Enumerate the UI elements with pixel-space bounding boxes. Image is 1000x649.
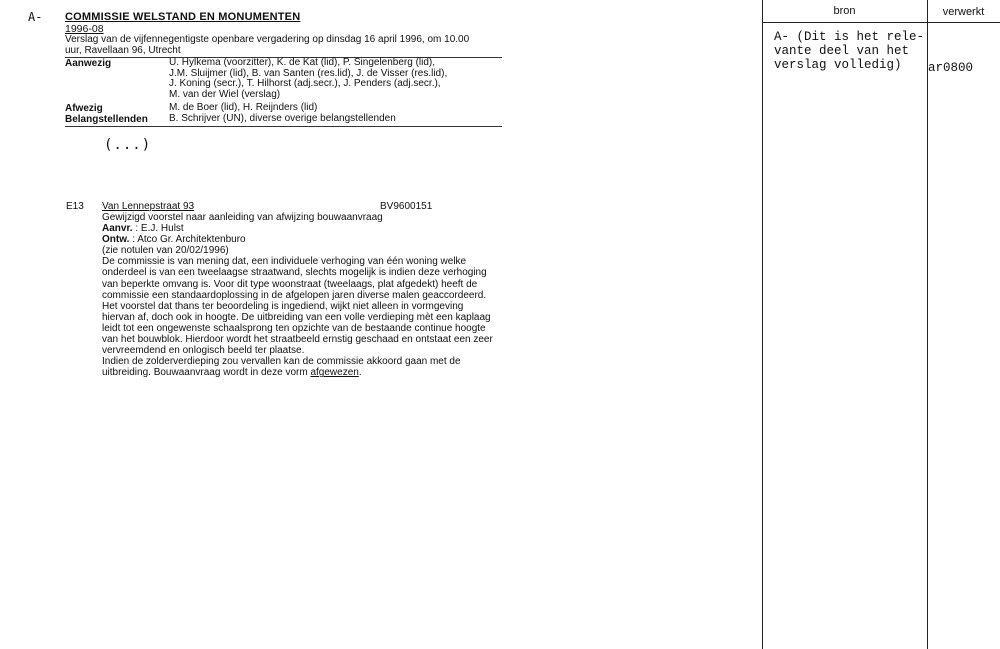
body-last-line [102,367,512,378]
applicant-label: Aanvr. [102,223,133,235]
present-list [169,58,447,100]
body-line: onderdeel is van een tweelaagse straatwand, slechts mogelijk is indien deze verhoging [102,267,487,279]
item-note: (zie notulen van 20/02/1996) [102,245,229,257]
body-line: Indien de zolderverdieping zou vervallen kan de commissie akkoord gaan met de [102,356,461,368]
column-border-left [762,0,763,649]
item-subject: Gewijzigd voorstel naar aanleiding van afwijzing bouwaanvraag [102,212,383,223]
body-line: van beperkte omvang is. Voor dit type woonstraat (tweelaags, plat afgedekt) heeft de [102,278,478,290]
source-note-line: verslag volledig) [774,58,902,73]
column-header-bron: bron [833,5,856,17]
header-rule [762,22,1000,23]
stakeholders-label: Belangstellenden [65,114,148,125]
item-designer [102,234,512,245]
source-note [774,30,924,73]
present-line: J.M. Sluijmer (lid), B. van Santen (res.lid), J. de Visser (res.lid), [169,67,448,79]
document-marker: A- [28,10,43,24]
item-body [102,212,512,378]
document-title: COMMISSIE WELSTAND EN MONUMENTEN [65,11,301,23]
absent-label: Afwezig [65,103,103,114]
verdict: afgewezen [310,367,359,379]
present-line: U. Hylkema (voorzitter), K. de Kat (lid), P. Singelenberg (lid), [169,57,436,68]
designer-value: : Atco Gr. Architektenburo [132,234,246,246]
report-line: Verslag van de vijfennegentigste openbare vergadering op dinsdag 16 april 1996, om 10.00 [65,34,470,45]
report-description [65,34,505,56]
divider [65,126,502,127]
body-line: vervreemdend en onlogisch beeld ter plaatse. [102,345,305,357]
report-line: uur, Ravellaan 96, Utrecht [65,45,181,56]
body-line: Het voorstel dat thans ter beoordeling is ingediend, wijkt niet alleen in vormgeving [102,300,464,312]
processed-code: ar0800 [928,61,974,75]
applicant-value: : E.J. Hulst [135,223,184,235]
present-line: J. Koning (secr.), T. Hilhorst (adj.secr.), J. Penders (adj.secr.), [169,78,441,90]
last-line-text: uitbreiding. Bouwaanvraag wordt in deze vorm [102,367,311,379]
present-label: Aanwezig [65,58,112,69]
item-applicant [102,223,512,234]
column-header-verwerkt: verwerkt [942,6,985,18]
present-line: M. van der Wiel (verslag) [169,88,281,100]
item-reference: BV9600151 [380,201,433,212]
source-note-line: A- (Dit is het rele- [774,30,925,44]
last-line-end: . [358,367,362,379]
item-street: Van Lennepstraat 93 [102,201,195,212]
column-border-middle [927,0,928,649]
body-line: De commissie is van mening dat, een individuele verhoging van één woning welke [102,256,467,268]
body-line: van het bouwblok. Hierdoor wordt het straatbeeld ernstig geschaad en ontstaat een zeer [102,334,493,346]
omission-mark: (...) [104,137,152,153]
body-line: commissie een standaardoplossing in de afgelopen jaren diverse malen geaccordeerd. [102,289,487,301]
item-code: E13 [66,201,84,212]
designer-label: Ontw. [102,234,130,246]
absent-value: M. de Boer (lid), H. Reijnders (lid) [169,102,318,113]
stakeholders-value: B. Schrijver (UN), diverse overige belangstellenden [169,113,396,124]
source-note-line: vante deel van het [774,44,910,59]
body-line: leidt tot een ongewenste schaalsprong ten opzichte van de bestaande continue hoogte [102,322,486,334]
document-number: 1996-08 [65,23,104,35]
body-line: hiervan af, doch ook in hoogte. De uitbreiding van een volle verdieping mèt een kaplaag [102,311,491,323]
